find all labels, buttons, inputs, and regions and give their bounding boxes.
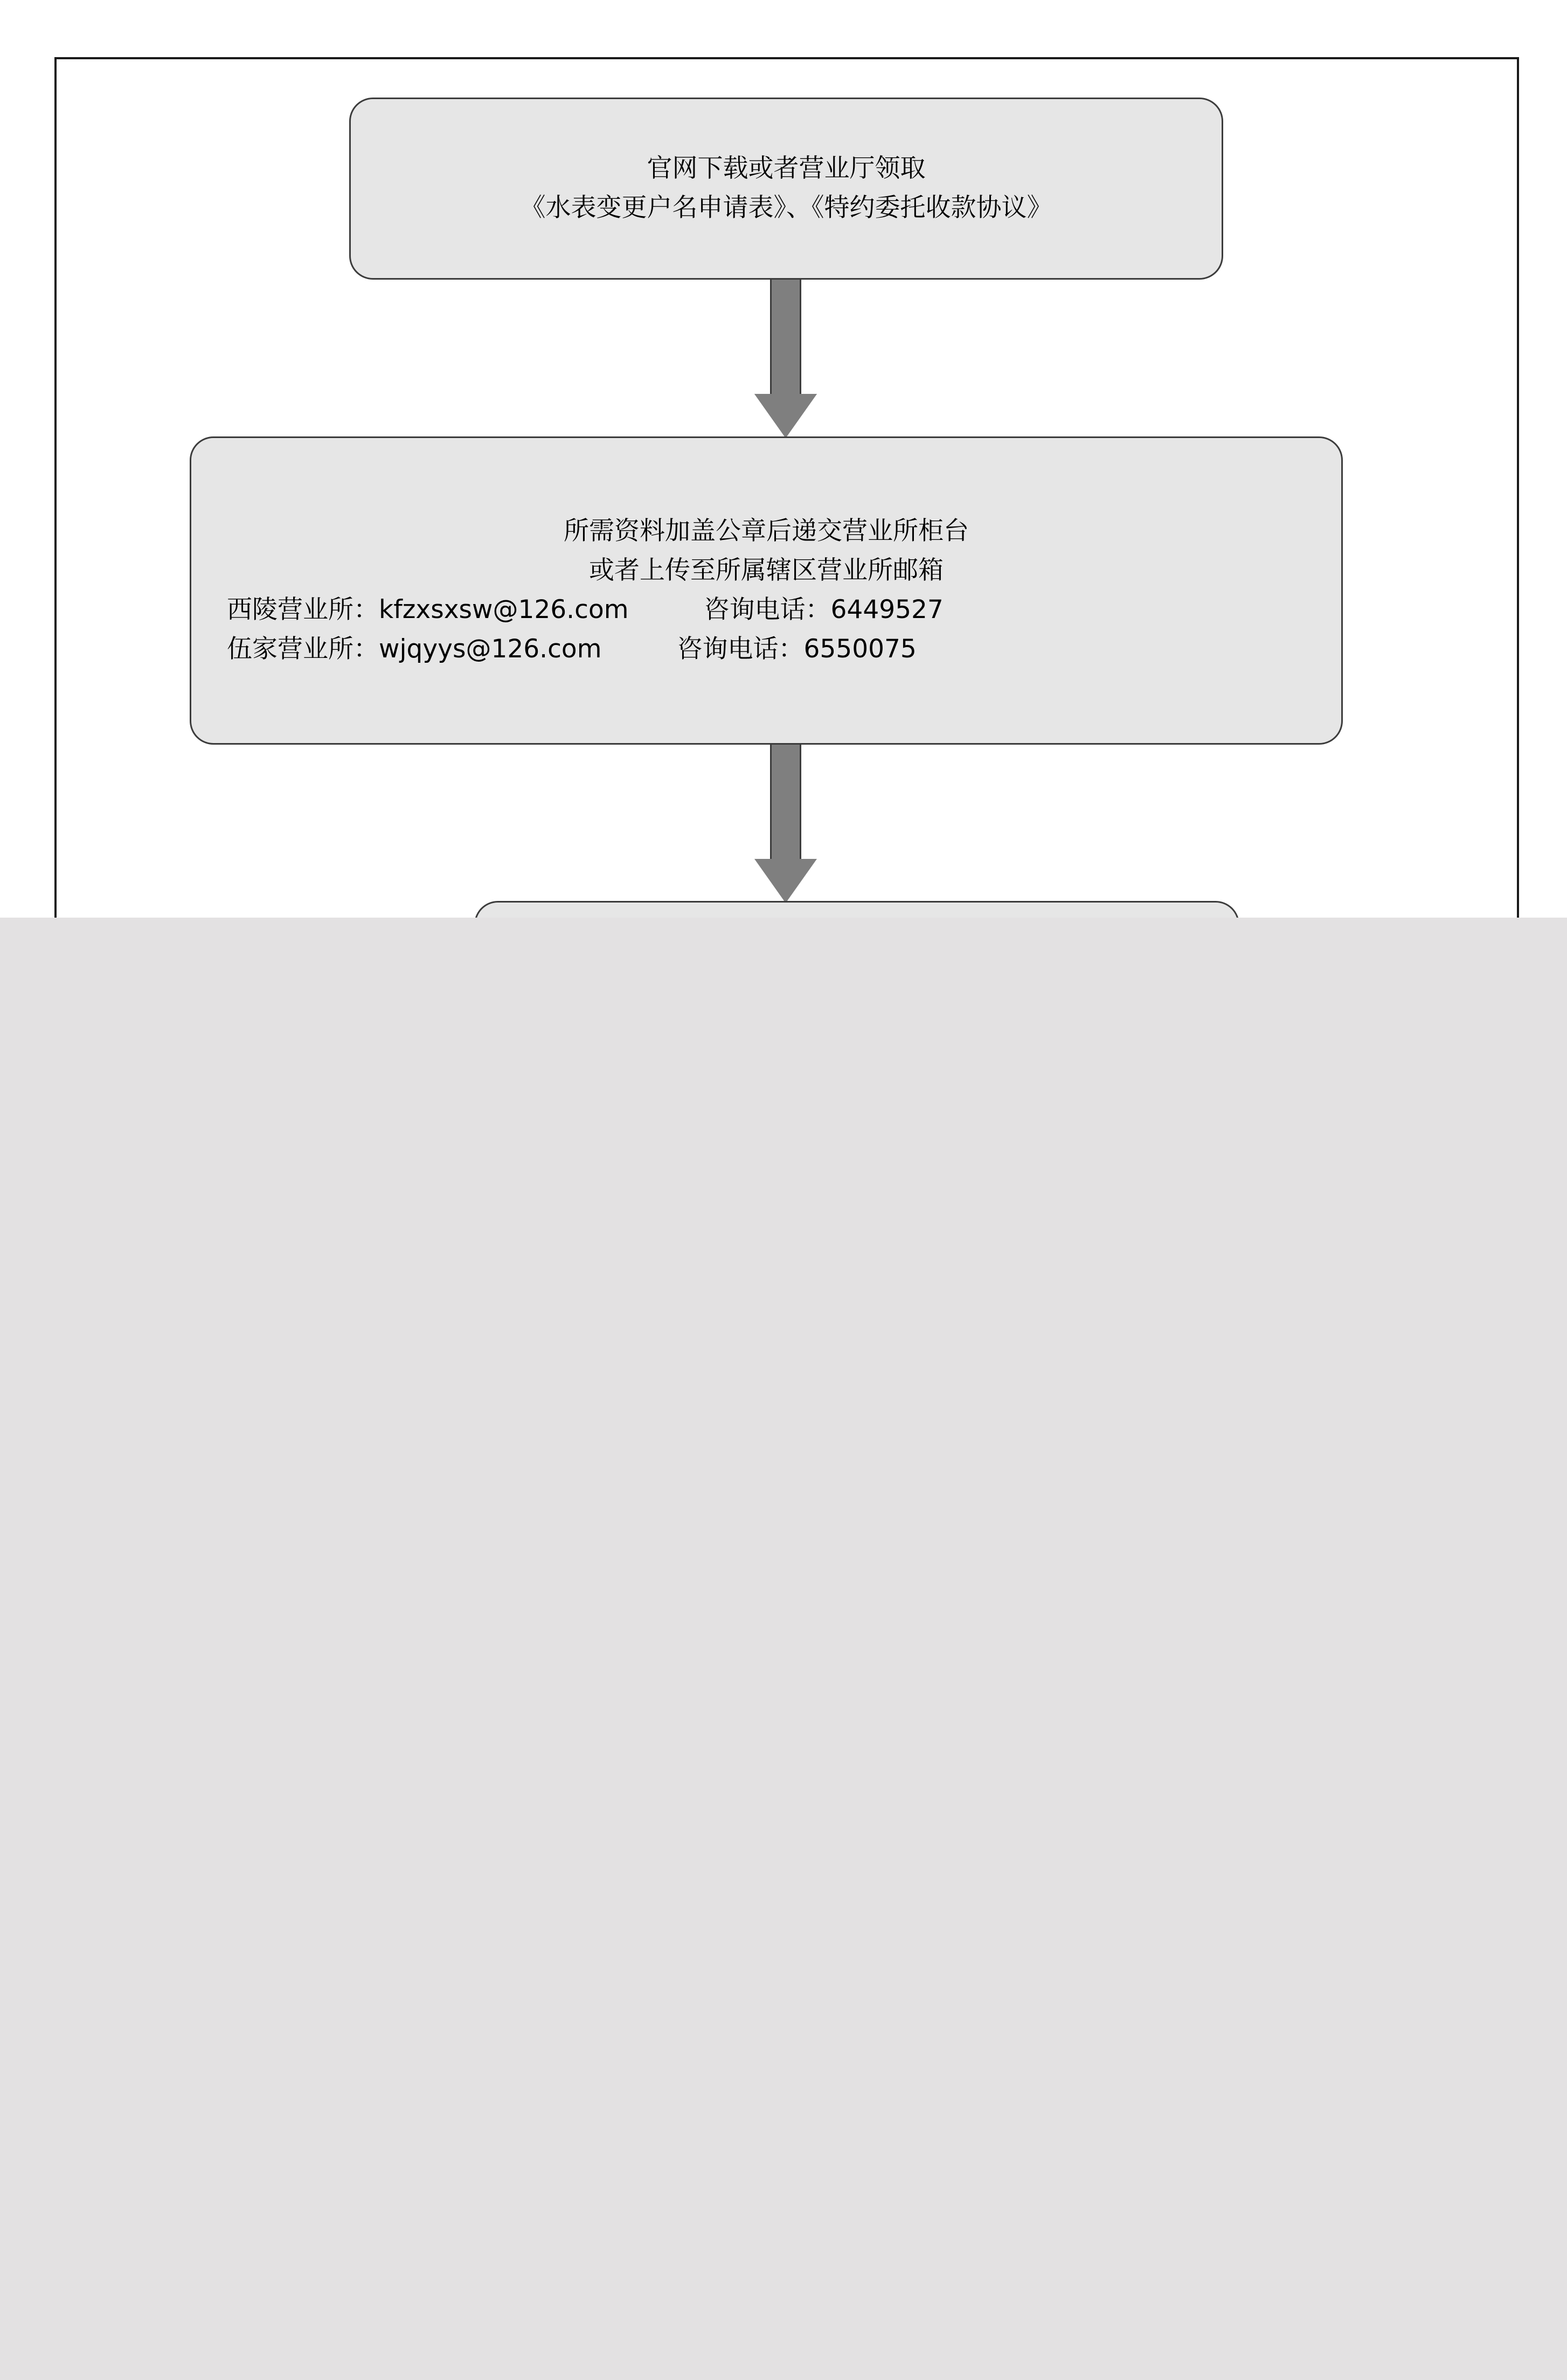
- contact-row-xiling: [191, 591, 1341, 630]
- node-1-line-1: 官网下载或者营业厅领取: [647, 154, 926, 184]
- node-2-line-1: 所需资料加盖公章后递交营业所柜台: [564, 516, 969, 546]
- arrow-2-head: [754, 859, 817, 903]
- contact-office-xiling: 西陵营业所：: [227, 595, 379, 625]
- node-2-line-2: 或者上传至所属辖区营业所邮箱: [589, 556, 944, 586]
- flow-node-submit-materials: [190, 436, 1343, 745]
- contact-phone-label-xiling: 咨询电话：: [704, 595, 831, 625]
- contact-row-wujia: [191, 630, 1341, 669]
- contact-email-wujia: wjqyys@126.com: [379, 634, 602, 664]
- contact-row-spacer-1: [629, 591, 704, 630]
- contact-phone-xiling: 6449527: [830, 595, 944, 625]
- node-1-line-2: 《水表变更户名申请表》、《特约委托收款协议》: [520, 193, 1052, 223]
- contact-email-xiling: kfzxsxsw@126.com: [379, 595, 629, 625]
- arrow-1-stem: [770, 280, 801, 395]
- contact-row-spacer-2: [601, 630, 677, 669]
- flow-arrow-1: [754, 280, 817, 437]
- lower-grey-mask: [0, 918, 1567, 2380]
- flow-arrow-2: [754, 745, 817, 902]
- contact-phone-wujia: 6550075: [803, 634, 917, 664]
- arrow-1-head: [754, 394, 817, 438]
- flow-node-download-forms: [349, 98, 1223, 280]
- arrow-2-stem: [770, 745, 801, 861]
- contact-office-wujia: 伍家营业所：: [227, 634, 379, 664]
- contact-phone-label-wujia: 咨询电话：: [677, 634, 804, 664]
